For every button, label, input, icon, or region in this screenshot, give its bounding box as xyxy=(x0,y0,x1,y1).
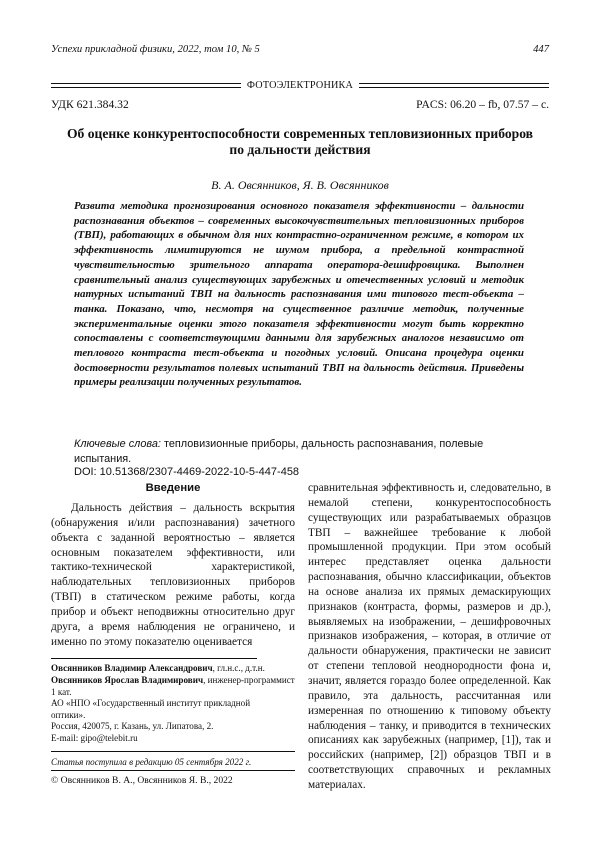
footnote-divider-3 xyxy=(51,770,295,771)
keywords-text: тепловизионные приборы, дальность распознавания, полевые испытания. xyxy=(74,438,484,465)
right-column xyxy=(308,481,551,793)
doi: DOI: 10.51368/2307-4469-2022-10-5-447-458 xyxy=(74,466,300,478)
article-abstract: Развита методика прогнозирования основного показателя эффективности – дальности распознавания объектов – современных высокочувствительных тепловизионных приборов (ТВП), работающих в обычном для них контрастно-ограниченном режиме, в котором их эффективность лимитируются не шумом прибора, а предельной контрастной чувствительностью зрительного аппарата оператора-дешифровщика. Выполнен сравнительный анализ существующих зарубежных и отечественных условий и методик натурных испытаний ТВП на дальность распознавания ими типового тест-объекта – танка. Показано, что, несмотря на существенное различие методик, полученные экспериментальные оценки этого показателя эффективности могут быть корректно сопоставлены с соответствующими данными для зарубежных аналогов независимо от теплового контраста тест-объекта и погодных условий. Описана процедура оценки достоверности результатов полевых испытаний ТВП на дальность действия. Приведены примеры реализации полученных результатов. xyxy=(74,200,524,389)
author1-name: Овсянников Владимир Александрович xyxy=(51,663,213,674)
pacs-code: PACS: 06.20 – fb, 07.57 – c. xyxy=(416,98,549,111)
section-rule-left xyxy=(51,83,241,88)
intro-paragraph-right: сравнительная эффективность и, следовательно, в немалой степени, конкурентоспособность существующих или разрабатываемых образцов ТВП – важнейшее требование к любой промышленной продукции. При этом особый интерес представляет оценка дальности распознавания, обычно классификации, объектов на основе анализа их прямых демаскирующих признаков (контраста, формы, размеров и др.), выявляемых на изображении, – дешифровочных признаков изображения, – которая, в отличие от дальности обнаружения, практически не зависит от степени тепловой неоднородности фона и, значит, является гораздо более определенной. Как правило, эта дальность, рассчитанная или измеренная по отношению к типовому объекту наблюдения – танку, и приводится в технических описаниях как зарубежных (например, [1]), так и российских (например, [2]) образцов ТВП и в соответствующих справочных и рекламных материалах. xyxy=(308,482,551,791)
udk-code: УДК 621.384.32 xyxy=(51,98,129,111)
author1-info: , гл.н.с., д.т.н. xyxy=(212,663,265,674)
email: E-mail: gipo@telebit.ru xyxy=(51,733,138,743)
classification-row xyxy=(51,98,549,111)
author2-name: Овсянников Ярослав Владимирович xyxy=(51,675,204,686)
title-line-2: по дальности действия xyxy=(229,142,371,157)
author2-info: , инженер-программист 1 кат. xyxy=(51,675,295,697)
page-number: 447 xyxy=(533,44,549,55)
section-rule-right xyxy=(359,83,549,88)
address: Россия, 420075, г. Казань, ул. Липатова, 2. xyxy=(51,721,214,732)
author-footnote xyxy=(51,663,295,744)
journal-citation: Успехи прикладной физики, 2022, том 10, № 5 xyxy=(51,44,260,55)
running-header xyxy=(51,44,549,55)
copyright: © Овсянников В. А., Овсянников Я. В., 2022 xyxy=(51,774,233,786)
section-banner xyxy=(51,78,549,92)
keywords-label: Ключевые слова: xyxy=(74,438,161,450)
keywords xyxy=(74,437,524,467)
footnote-divider xyxy=(51,658,257,659)
article-title xyxy=(51,126,549,158)
left-column xyxy=(51,481,295,786)
title-line-1: Об оценке конкурентоспособности современных тепловизионных приборов xyxy=(66,126,534,141)
article-authors: В. А. Овсянников, Я. В. Овсянников xyxy=(211,178,389,192)
footnote-divider-2 xyxy=(51,751,295,752)
org-line-1: АО «НПО «Государственный институт прикладной xyxy=(51,698,251,709)
org-line-2: оптики». xyxy=(51,709,86,720)
section-label: ФОТОЭЛЕКТРОНИКА xyxy=(246,79,354,91)
intro-paragraph-left: Дальность действия – дальность вскрытия (обнаружения и/или распознавания) зачетного объекта с заданной вероятностью – является основным показателем эффективности, или тактико-технической характеристикой, наблюдательных тепловизионных приборов (ТВП) в статическом режиме работы, когда прибор и объект неподвижны относительно друг друга, а время наблюдения не ограничено, и именно по этому показателю оценивается xyxy=(51,502,295,648)
received-date: Статья поступила в редакцию 05 сентября 2022 г. xyxy=(51,756,252,767)
intro-heading: Введение xyxy=(145,482,201,494)
